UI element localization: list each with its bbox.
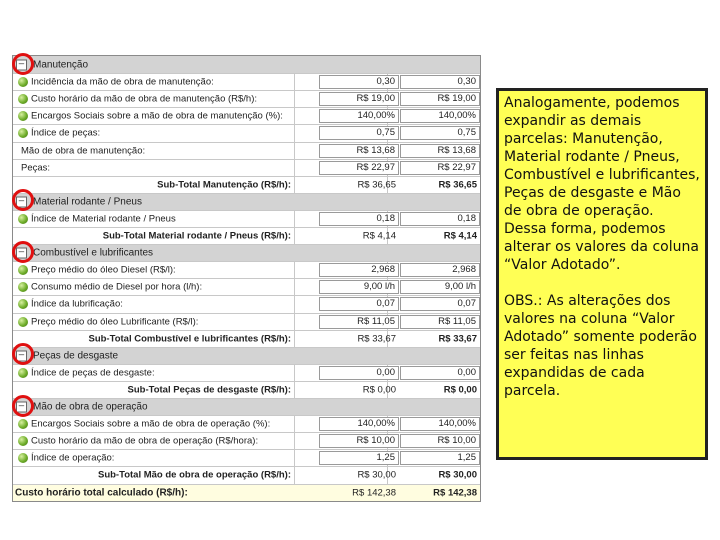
green-ball-icon xyxy=(18,368,28,378)
section-header-label: Peças de desgaste xyxy=(33,350,119,362)
table-row-adopted-value[interactable]: 0,75 xyxy=(400,126,480,140)
section-header[interactable] xyxy=(13,398,480,415)
collapse-icon[interactable]: – xyxy=(16,350,27,361)
table-row-label: Peças: xyxy=(21,162,51,174)
collapse-icon[interactable]: – xyxy=(16,196,27,207)
table-row-adopted-value[interactable]: R$ 13,68 xyxy=(400,144,480,158)
table-row-calculated-value: R$ 11,05 xyxy=(319,315,399,329)
green-ball-icon xyxy=(18,214,28,224)
section-header-label: Material rodante / Pneus xyxy=(33,196,142,208)
table-row-label: Preço médio do óleo Lubrificante (R$/l): xyxy=(31,316,199,328)
table-row xyxy=(13,432,480,449)
table-row-calculated-value: R$ 10,00 xyxy=(319,434,399,448)
note-paragraph-2: OBS.: As alterações dos valores na coluna “Valor Adotado” somente poderão ser feitas nas linhas expandidas de cada parcela. xyxy=(504,293,697,399)
subtotal-row-calculated-value: R$ 36,65 xyxy=(357,179,396,191)
subtotal-row xyxy=(13,330,480,347)
green-ball-icon xyxy=(18,317,28,327)
table-row-label: Índice de Material rodante / Pneus xyxy=(31,213,176,225)
table-row xyxy=(13,364,480,381)
green-ball-icon xyxy=(18,282,28,292)
green-ball-icon xyxy=(18,128,28,138)
table-row-label: Índice da lubrificação: xyxy=(31,298,123,310)
table-row-label: Índice de peças de desgaste: xyxy=(31,367,155,379)
highlight-ring xyxy=(12,53,34,75)
table-row-calculated-value: 0,07 xyxy=(319,297,399,311)
table-row-calculated-value: R$ 19,00 xyxy=(319,92,399,106)
table-row-adopted-value[interactable]: R$ 19,00 xyxy=(400,92,480,106)
table-row xyxy=(13,210,480,227)
table-row-label: Incidência da mão de obra de manutenção: xyxy=(31,76,214,88)
section-header[interactable] xyxy=(13,193,480,210)
table-row-calculated-value: 0,75 xyxy=(319,126,399,140)
note-paragraph-1: Analogamente, podemos expandir as demais parcelas: Manutenção, Material rodante / Pneus, Combustível e lubrificantes, Peças de desgaste e Mão de obra de operação. Dessa forma, podemos alterar os valores da coluna “Valor Adotado”. xyxy=(504,95,700,273)
table-row-label: Custo horário da mão de obra de manutenção (R$/h): xyxy=(31,93,258,105)
subtotal-row-adopted-value: R$ 30,00 xyxy=(438,469,477,481)
cost-sheet xyxy=(12,55,481,502)
total-row xyxy=(13,484,480,501)
table-row-label: Índice de peças: xyxy=(31,127,101,139)
section-header-label: Mão de obra de operação xyxy=(33,401,148,413)
table-row-adopted-value[interactable]: 140,00% xyxy=(400,417,480,431)
table-row-adopted-value[interactable]: 0,18 xyxy=(400,212,480,226)
green-ball-icon xyxy=(18,436,28,446)
table-row xyxy=(13,159,480,176)
subtotal-row xyxy=(13,176,480,193)
subtotal-row-adopted-value: R$ 4,14 xyxy=(443,230,477,242)
subtotal-row xyxy=(13,227,480,244)
subtotal-row xyxy=(13,381,480,398)
table-row-calculated-value: 0,00 xyxy=(319,366,399,380)
table-row-label: Custo horário da mão de obra de operação (R$/hora): xyxy=(31,435,259,447)
table-row-calculated-value: 9,00 l/h xyxy=(319,280,399,294)
table-row-label: Preço médio do óleo Diesel (R$/l): xyxy=(31,264,176,276)
collapse-icon[interactable]: – xyxy=(16,248,27,259)
table-row-calculated-value: 2,968 xyxy=(319,263,399,277)
table-row-calculated-value: 0,18 xyxy=(319,212,399,226)
table-row-calculated-value: R$ 13,68 xyxy=(319,144,399,158)
total-row-label: Custo horário total calculado (R$/h): xyxy=(15,487,188,499)
table-row-calculated-value: 140,00% xyxy=(319,417,399,431)
table-row-calculated-value: R$ 22,97 xyxy=(319,161,399,175)
highlight-ring xyxy=(12,395,34,417)
table-row-calculated-value: 0,30 xyxy=(319,75,399,89)
table-row-adopted-value[interactable]: 140,00% xyxy=(400,109,480,123)
table-row-calculated-value: 140,00% xyxy=(319,109,399,123)
table-row-adopted-value[interactable]: 9,00 l/h xyxy=(400,280,480,294)
highlight-ring xyxy=(12,241,34,263)
section-header[interactable] xyxy=(13,244,480,261)
table-row-adopted-value[interactable]: R$ 11,05 xyxy=(400,315,480,329)
table-row xyxy=(13,73,480,90)
subtotal-row-label: Sub-Total Manutenção (R$/h): xyxy=(157,179,291,191)
total-row-adopted-value: R$ 142,38 xyxy=(433,487,477,499)
table-row-adopted-value[interactable]: R$ 22,97 xyxy=(400,161,480,175)
subtotal-row-calculated-value: R$ 30,00 xyxy=(357,469,396,481)
collapse-icon[interactable]: – xyxy=(16,402,27,413)
green-ball-icon xyxy=(18,111,28,121)
section-header[interactable] xyxy=(13,347,480,364)
table-row-label: Índice de operação: xyxy=(31,452,115,464)
table-row-label: Encargos Sociais sobre a mão de obra de operação (%): xyxy=(31,418,271,430)
table-row xyxy=(13,107,480,124)
table-row-label: Encargos Sociais sobre a mão de obra de manutenção (%): xyxy=(31,110,283,122)
collapse-icon[interactable]: – xyxy=(16,59,27,70)
table-row xyxy=(13,278,480,295)
table-row xyxy=(13,90,480,107)
subtotal-row-adopted-value: R$ 0,00 xyxy=(443,384,477,396)
table-row-label: Mão de obra de manutenção: xyxy=(21,145,146,157)
section-header[interactable] xyxy=(13,56,480,73)
table-row-calculated-value: 1,25 xyxy=(319,451,399,465)
table-row xyxy=(13,449,480,466)
table-row-label: Consumo médio de Diesel por hora (l/h): xyxy=(31,281,203,293)
table-row xyxy=(13,142,480,159)
green-ball-icon xyxy=(18,265,28,275)
table-row-adopted-value[interactable]: R$ 10,00 xyxy=(400,434,480,448)
subtotal-row-calculated-value: R$ 33,67 xyxy=(357,333,396,345)
table-row xyxy=(13,124,480,141)
section-header-label: Combustível e lubrificantes xyxy=(33,247,154,259)
subtotal-row-label: Sub-Total Mão de obra de operação (R$/h): xyxy=(97,469,291,481)
subtotal-row xyxy=(13,466,480,483)
subtotal-row-calculated-value: R$ 4,14 xyxy=(362,230,396,242)
table-row-adopted-value[interactable]: 1,25 xyxy=(400,451,480,465)
subtotal-row-label: Sub-Total Peças de desgaste (R$/h): xyxy=(127,384,291,396)
table-row xyxy=(13,261,480,278)
subtotal-row-calculated-value: R$ 0,00 xyxy=(362,384,396,396)
subtotal-row-label: Sub-Total Material rodante / Pneus (R$/h): xyxy=(102,230,291,242)
green-ball-icon xyxy=(18,94,28,104)
green-ball-icon xyxy=(18,419,28,429)
table-row xyxy=(13,313,480,330)
table-row-adopted-value[interactable]: 2,968 xyxy=(400,263,480,277)
table-row xyxy=(13,415,480,432)
total-row-calculated-value: R$ 142,38 xyxy=(352,487,396,499)
subtotal-row-adopted-value: R$ 33,67 xyxy=(438,333,477,345)
subtotal-row-label: Sub-Total Combustível e lubrificantes (R$/h): xyxy=(88,333,291,345)
table-row-adopted-value[interactable]: 0,07 xyxy=(400,297,480,311)
table-row-adopted-value[interactable]: 0,30 xyxy=(400,75,480,89)
explanation-note xyxy=(496,88,708,460)
green-ball-icon xyxy=(18,453,28,463)
section-header-label: Manutenção xyxy=(33,59,89,71)
subtotal-row-adopted-value: R$ 36,65 xyxy=(438,179,477,191)
table-row-adopted-value[interactable]: 0,00 xyxy=(400,366,480,380)
green-ball-icon xyxy=(18,299,28,309)
table-row xyxy=(13,295,480,312)
green-ball-icon xyxy=(18,77,28,87)
